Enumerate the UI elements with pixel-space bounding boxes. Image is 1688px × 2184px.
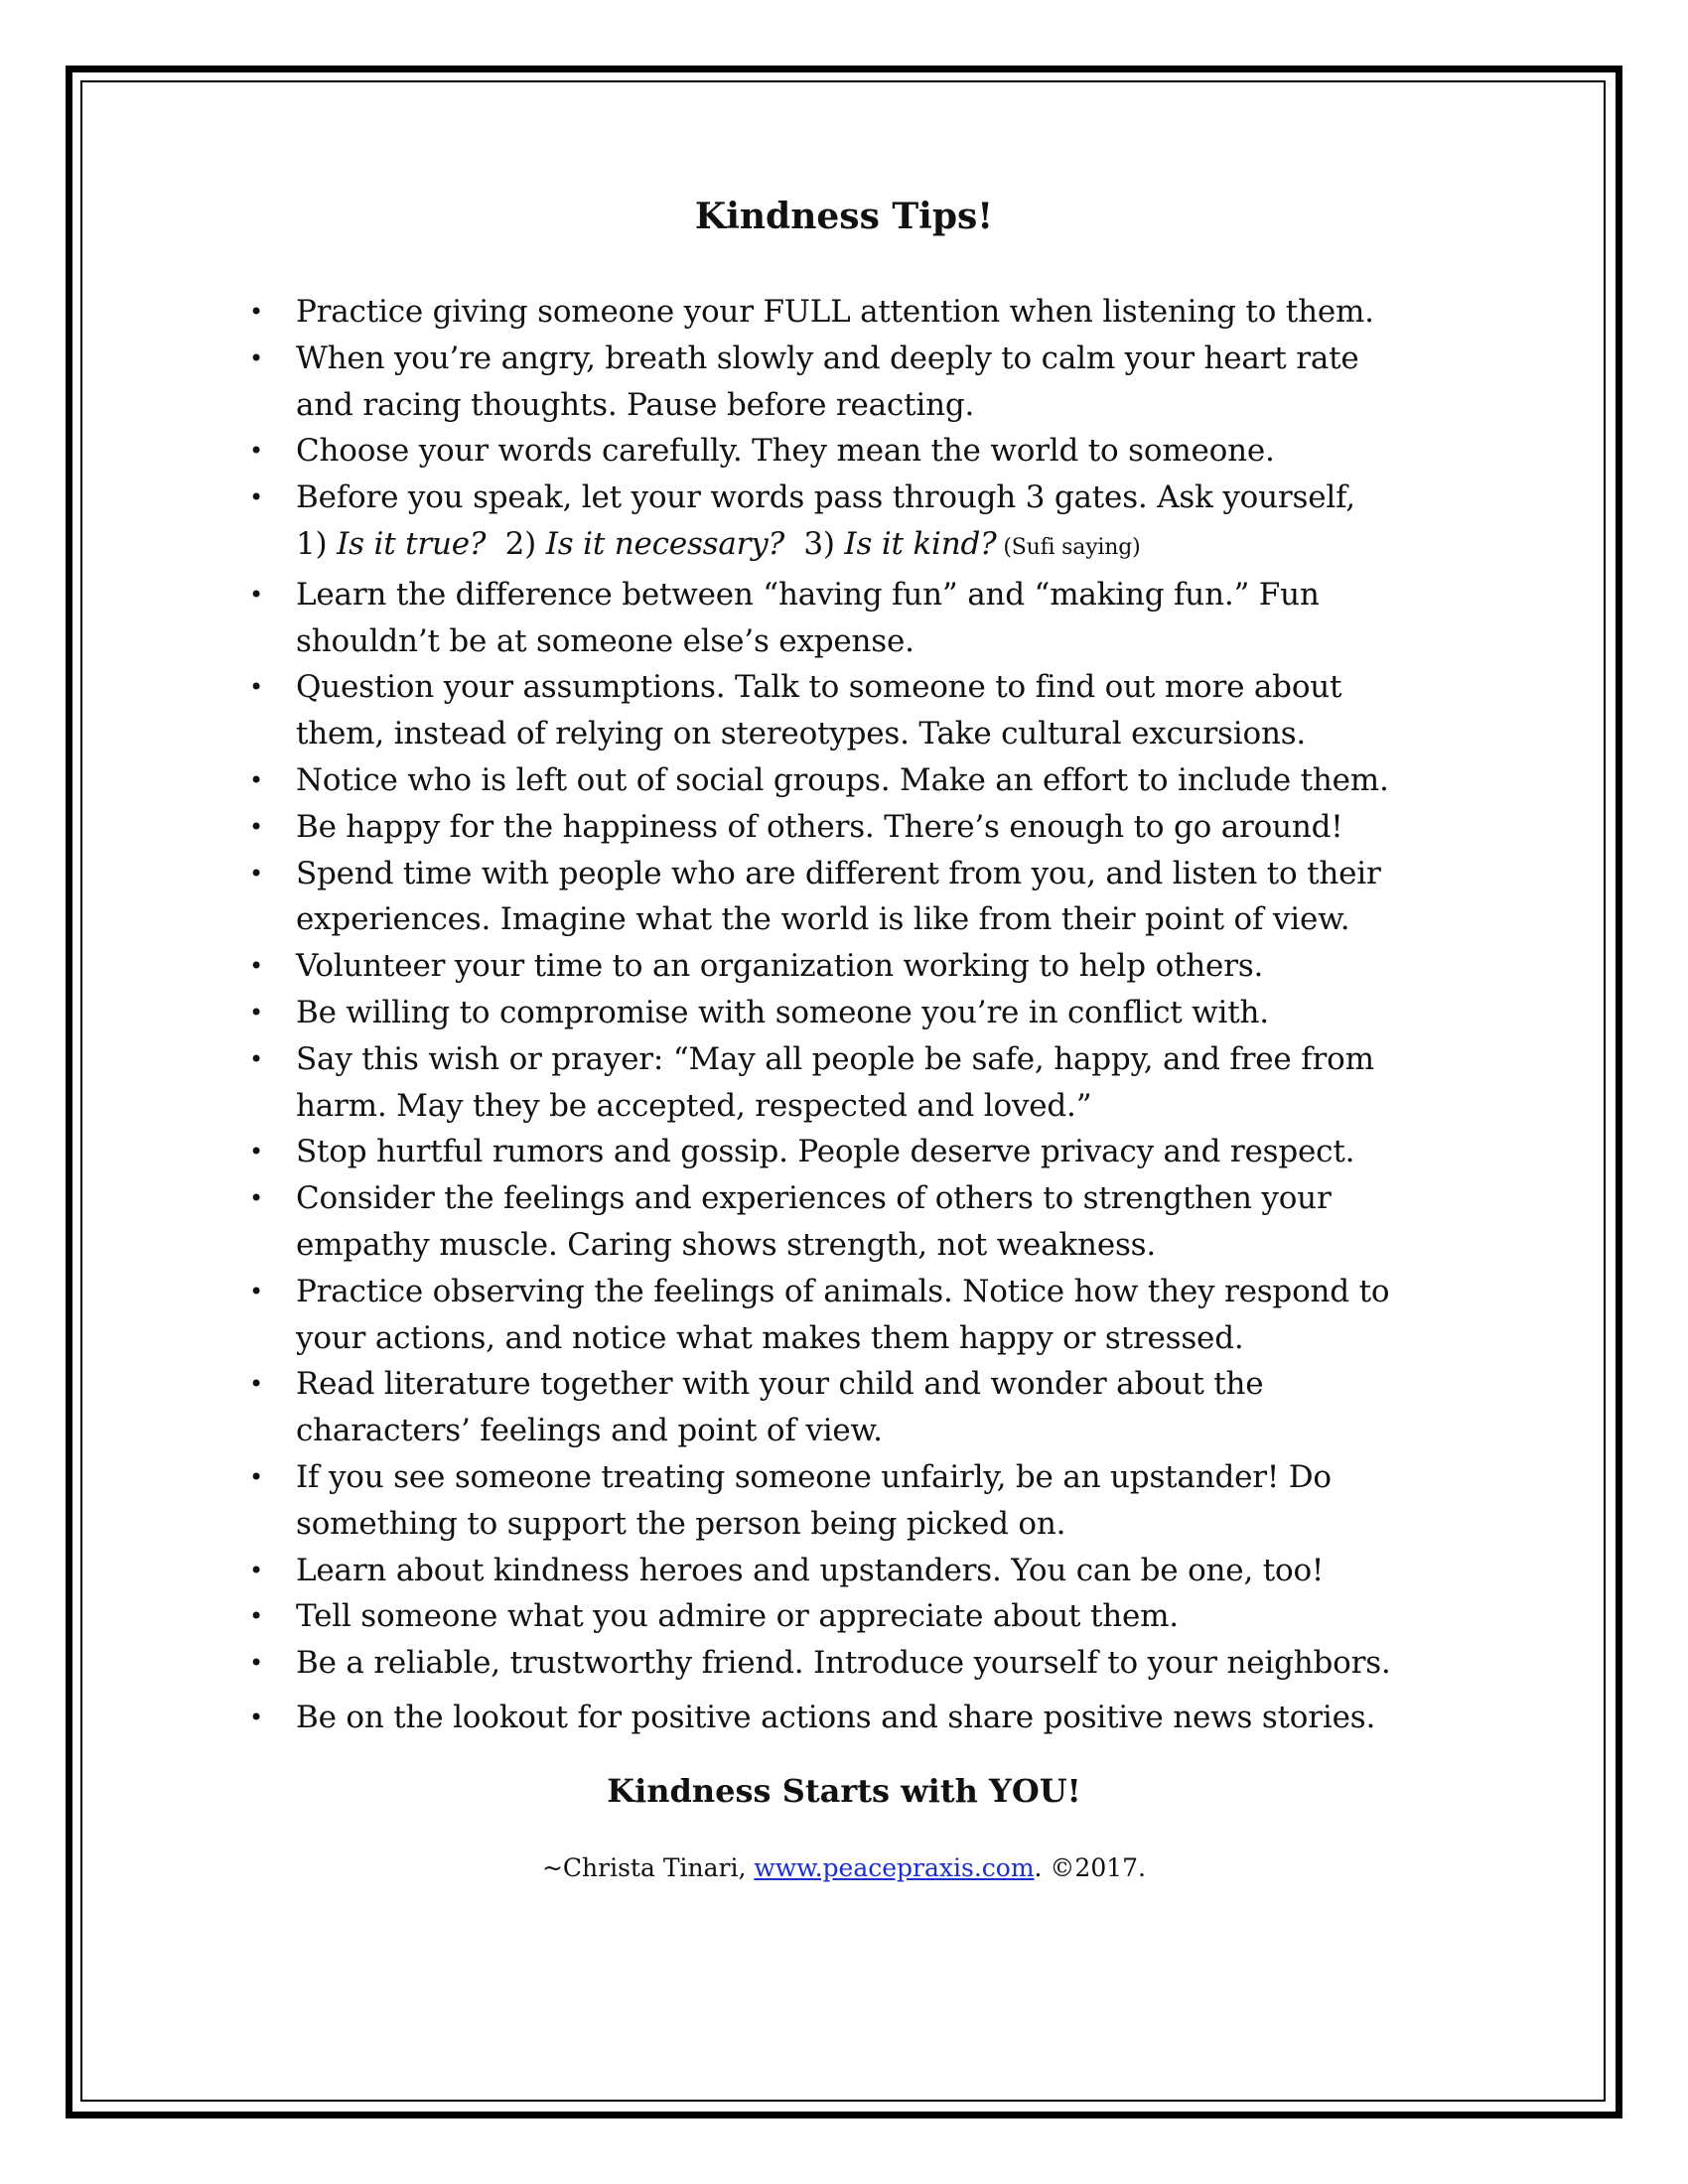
gate-number-1: 1) [296, 525, 338, 562]
bullet-icon: • [249, 298, 263, 326]
tip-text: Choose your words carefully. They mean the world to someone. [296, 433, 1275, 470]
list-item [249, 664, 1477, 757]
list-item [249, 1454, 1477, 1548]
three-gates-questions [296, 521, 1477, 572]
tip-text-line1: Learn the difference between “having fun” and “making fun.” Fun [296, 576, 1320, 613]
list-item [249, 1640, 1477, 1687]
list-item [249, 1361, 1477, 1454]
bullet-icon: • [249, 1044, 263, 1073]
page-title: Kindness Tips! [694, 196, 994, 237]
bullet-icon: • [249, 859, 263, 887]
gate-question-necessary: Is it necessary? [545, 525, 785, 562]
tip-text-line2: something to support the person being picked on. [296, 1505, 1066, 1542]
list-item [249, 428, 1477, 475]
tip-text-line2: empathy muscle. Caring shows strength, not weakness. [296, 1226, 1157, 1263]
tip-text: Be a reliable, trustworthy friend. Introduce yourself to your neighbors. [296, 1645, 1391, 1682]
bullet-icon: • [249, 673, 263, 702]
bullet-icon: • [249, 1703, 263, 1731]
list-item [249, 336, 1477, 429]
list-item [249, 757, 1477, 804]
gate-question-true: Is it true? [337, 525, 487, 562]
tip-text-line1: Spend time with people who are different from you, and listen to their [296, 855, 1381, 891]
list-item [249, 289, 1477, 336]
list-item [249, 1593, 1477, 1640]
credit-author: ~Christa Tinari, [541, 1853, 755, 1882]
gate-number-2: 2) [486, 525, 546, 562]
tip-text-line2: experiences. Imagine what the world is like from their point of view. [296, 901, 1350, 938]
tip-text-line1: Read literature together with your child and wonder about the [296, 1366, 1264, 1403]
tip-text-line2: harm. May they be accepted, respected and loved.” [296, 1087, 1092, 1124]
bullet-icon: • [249, 998, 263, 1026]
bullet-icon: • [249, 1277, 263, 1305]
tip-text: Be happy for the happiness of others. There’s enough to go around! [296, 808, 1343, 845]
bullet-icon: • [249, 483, 263, 512]
tip-text: Tell someone what you admire or appreciate about them. [296, 1598, 1179, 1635]
list-item [249, 1129, 1477, 1175]
tip-text-line2: them, instead of relying on stereotypes. Take cultural excursions. [296, 716, 1307, 752]
list-item [249, 1548, 1477, 1594]
author-credit [0, 1852, 1688, 1884]
tip-text-line1: Question your assumptions. Talk to someone to find out more about [296, 669, 1342, 706]
list-item [249, 1269, 1477, 1362]
tip-text: Learn about kindness heroes and upstanders. You can be one, too! [296, 1552, 1325, 1588]
saying-source: (Sufi saying) [996, 534, 1141, 560]
tips-list [249, 289, 1477, 1741]
bullet-icon: • [249, 343, 263, 372]
list-item [249, 1695, 1477, 1741]
list-item [249, 572, 1477, 665]
bullet-icon: • [249, 812, 263, 841]
bullet-icon: • [249, 1462, 263, 1491]
tip-text: Be willing to compromise with someone you’re in conflict with. [296, 994, 1269, 1030]
bullet-icon: • [249, 765, 263, 794]
tip-text-line2: characters’ feelings and point of view. [296, 1413, 883, 1449]
closing-statement: Kindness Starts with YOU! [607, 1772, 1081, 1810]
tip-text-line2: your actions, and notice what makes them happy or stressed. [296, 1319, 1244, 1356]
bullet-icon: • [249, 580, 263, 609]
gate-number-3: 3) [784, 525, 845, 562]
tip-text: Notice who is left out of social groups. Make an effort to include them. [296, 761, 1389, 798]
tip-text-line1: Say this wish or prayer: “May all people be safe, happy, and free from [296, 1040, 1374, 1077]
tip-text: Be on the lookout for positive actions and share positive news stories. [296, 1699, 1376, 1735]
list-item [249, 804, 1477, 851]
list-item [249, 943, 1477, 990]
tip-text: Practice giving someone your FULL attention when listening to them. [296, 294, 1374, 330]
bullet-icon: • [249, 1649, 263, 1678]
list-item [249, 1036, 1477, 1130]
tip-text-line1: Practice observing the feelings of animals. Notice how they respond to [296, 1273, 1390, 1309]
list-item [249, 990, 1477, 1036]
bullet-icon: • [249, 1184, 263, 1213]
bullet-icon: • [249, 952, 263, 981]
tip-text-line1: Before you speak, let your words pass through 3 gates. Ask yourself, [296, 479, 1355, 516]
bullet-icon: • [249, 437, 263, 466]
list-item [249, 475, 1477, 572]
bullet-icon: • [249, 1370, 263, 1399]
website-link[interactable]: www.peacepraxis.com [754, 1853, 1035, 1882]
tip-text-line1: When you’re angry, breath slowly and deeply to calm your heart rate [296, 340, 1359, 376]
tip-text-line2: and racing thoughts. Pause before reacting. [296, 386, 975, 423]
list-item [249, 851, 1477, 944]
list-item [249, 1175, 1477, 1269]
bullet-icon: • [249, 1602, 263, 1631]
tip-text: Volunteer your time to an organization working to help others. [296, 948, 1264, 985]
tip-text-line1: If you see someone treating someone unfairly, be an upstander! Do [296, 1458, 1332, 1495]
tip-text-line2: shouldn’t be at someone else’s expense. [296, 622, 914, 659]
tip-text: Stop hurtful rumors and gossip. People deserve privacy and respect. [296, 1134, 1355, 1170]
credit-copyright: . ©2017. [1034, 1853, 1146, 1882]
gate-question-kind: Is it kind? [844, 525, 997, 562]
bullet-icon: • [249, 1138, 263, 1166]
tip-text-line1: Consider the feelings and experiences of others to strengthen your [296, 1180, 1332, 1217]
bullet-icon: • [249, 1556, 263, 1584]
